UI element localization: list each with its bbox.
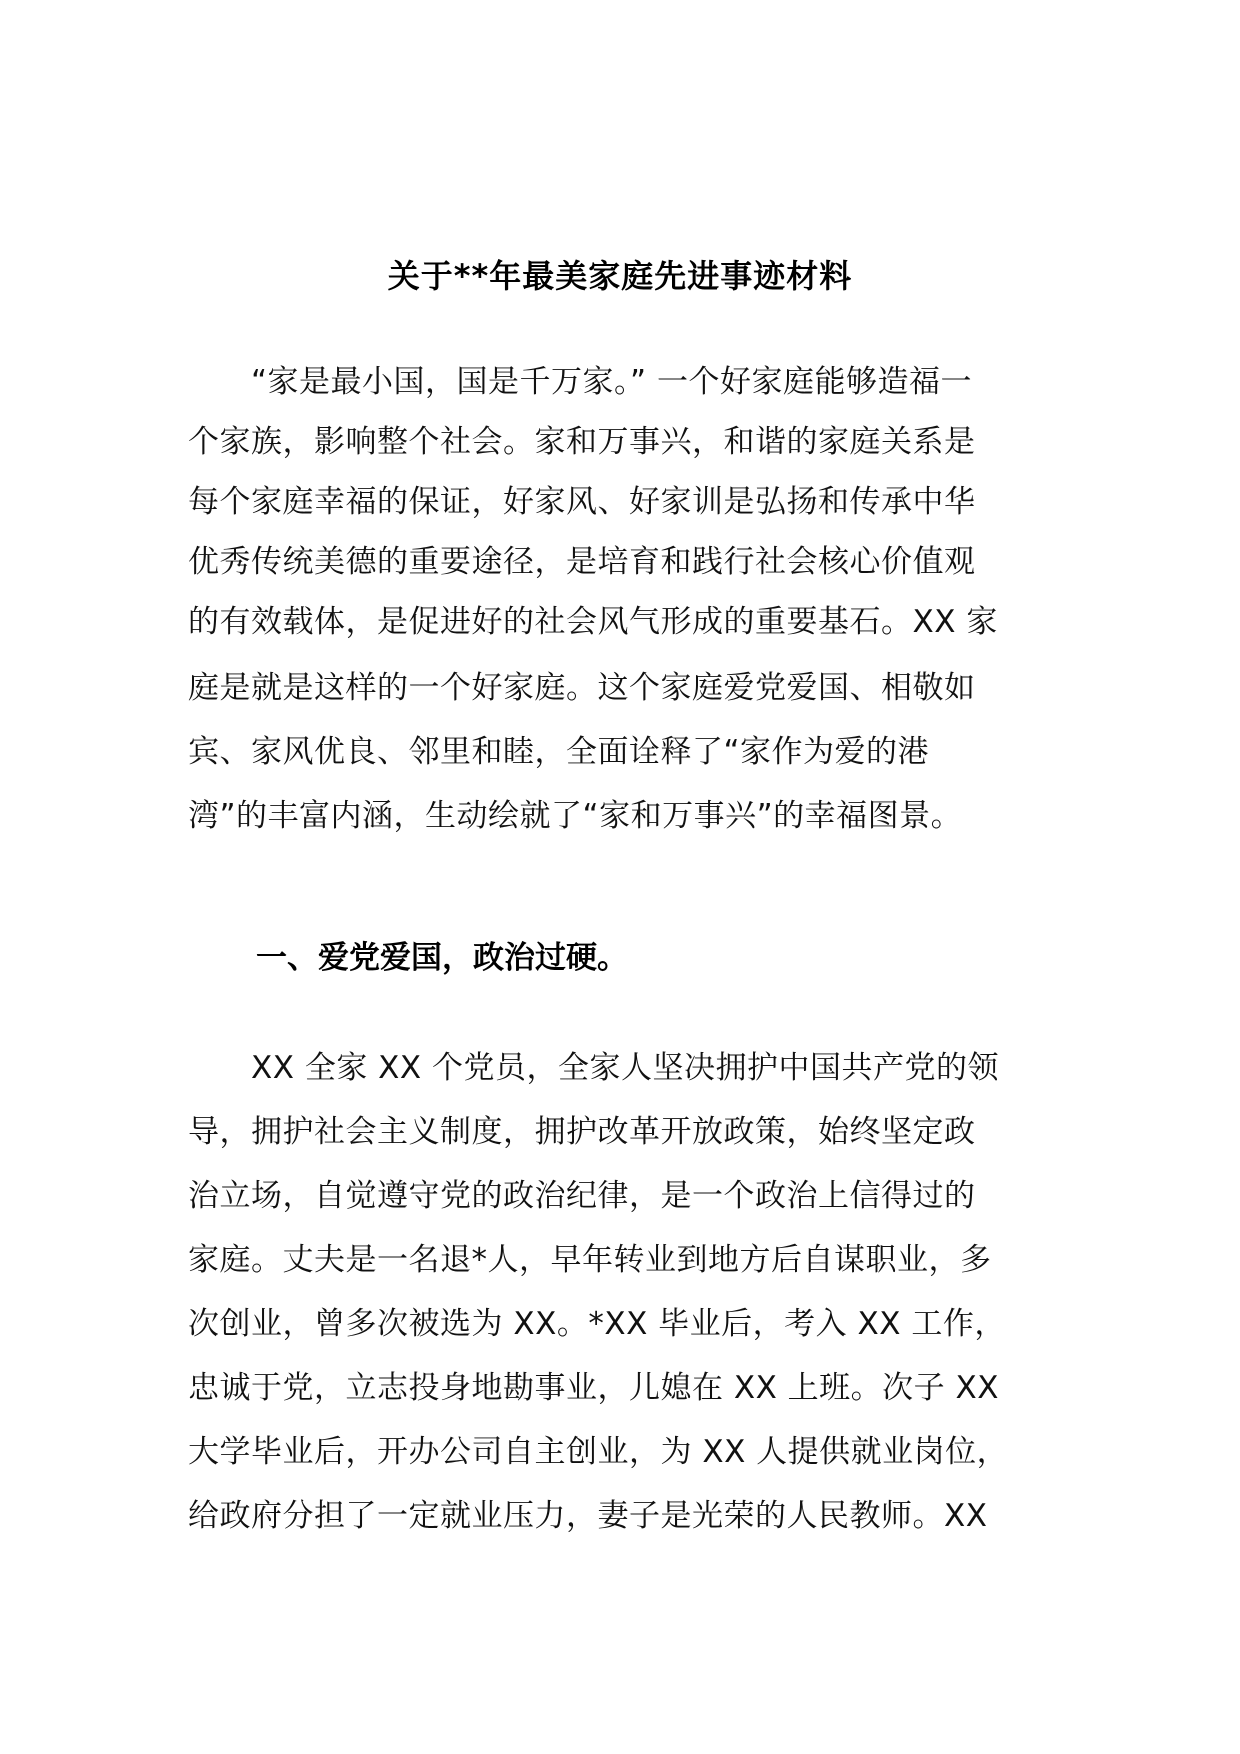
paragraph-line: “家是最小国，国是千万家。” 一个好家庭能够造福一 — [188, 364, 972, 400]
paragraph-line: 大学毕业后，开办公司自主创业，为 XX 人提供就业岗位， — [188, 1434, 1009, 1470]
paragraph-line: 给政府分担了一定就业压力，妻子是光荣的人民教师。XX — [188, 1498, 988, 1534]
document-title: 关于**年最美家庭先进事迹材料 — [387, 257, 853, 295]
paragraph-line: 湾”的丰富内涵，生动绘就了“家和万事兴”的幸福图景。 — [188, 798, 963, 834]
paragraph-line: 导，拥护社会主义制度，拥护改革开放政策，始终坚定政 — [188, 1114, 976, 1150]
paragraph-line: 忠诚于党，立志投身地勘事业，儿媳在 XX 上班。次子 XX — [188, 1370, 1000, 1406]
paragraph-line: 每个家庭幸福的保证，好家风、好家训是弘扬和传承中华 — [188, 484, 976, 520]
paragraph-line: 个家族，影响整个社会。家和万事兴，和谐的家庭关系是 — [188, 424, 976, 460]
paragraph-line: 家庭。丈夫是一名退*人，早年转业到地方后自谋职业，多 — [188, 1242, 992, 1278]
paragraph-line: 宾、家风优良、邻里和睦，全面诠释了“家作为爱的港 — [188, 734, 930, 770]
paragraph-line: 优秀传统美德的重要途径，是培育和践行社会核心价值观 — [188, 544, 976, 580]
paragraph-line: 庭是就是这样的一个好家庭。这个家庭爱党爱国、相敬如 — [188, 670, 976, 706]
paragraph-line: 的有效载体，是促进好的社会风气形成的重要基石。XX 家 — [188, 604, 998, 640]
section-heading: 一、爱党爱国，政治过硬。 — [256, 940, 628, 976]
paragraph-line: 次创业，曾多次被选为 XX。*XX 毕业后，考入 XX 工作， — [188, 1306, 1006, 1342]
paragraph-line: 治立场，自觉遵守党的政治纪律，是一个政治上信得过的 — [188, 1178, 976, 1214]
paragraph-line: XX 全家 XX 个党员，全家人坚决拥护中国共产党的领 — [188, 1050, 1000, 1086]
